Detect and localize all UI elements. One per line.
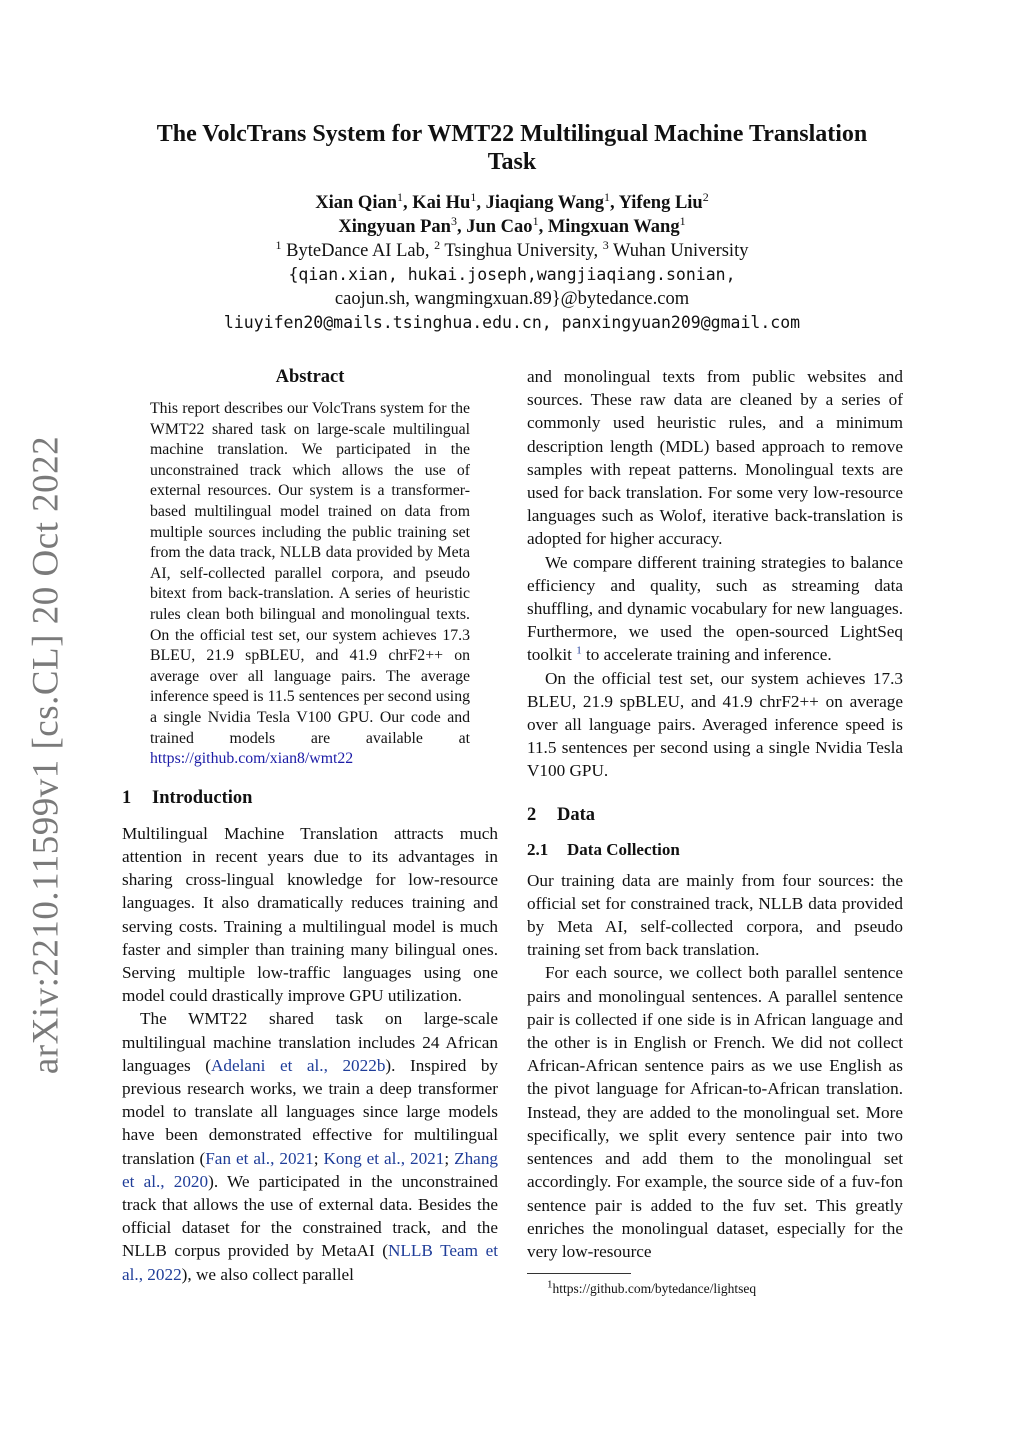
intro-paragraph-1: Multilingual Machine Translation attracts much attention in recent years due to its advantages in sharing cross-lingual knowledge for low-resource languages. It also dramatically reduces training and serving costs. Training a multilingual model is much faster and simpler than training many bilingual ones. Serving multiple low-traffic languages using one model could drastically improve GPU utilization. bbox=[122, 823, 498, 1006]
intro-continued-paragraph: and monolingual texts from public websites and sources. These raw data are cleaned by a series of commonly used heuristic rules, and a minimum description length (MDL) based approach to remove samples with repeat patterns. Monolingual texts are used for back translation. For some very low-resource languages such as Wolof, iterative back-translation is adopted for higher accuracy. bbox=[527, 367, 903, 549]
section-heading-introduction: 1 Introduction bbox=[122, 787, 253, 808]
footnote-link[interactable]: https://github.com/bytedance/lightseq bbox=[552, 1281, 757, 1297]
intro-paragraph-2: The WMT22 shared task on large-scale multilingual machine translation includes 24 African languages (Adelani et al., 2022b). Inspired by previous research works, we train a deep transformer model to translate all languages since large models have been demonstrated effective for multilingual translation (Fan et al., 2021; Kong et al., 2021; Zhang et al., 2020). We participated in the unconstrained track that allows the use of external data. Besides the official dataset for the constrained track, and the NLLB corpus provided by MetaAI (NLLB Team et al., 2022), we also collect parallel bbox=[122, 1009, 499, 1284]
data-paragraph-1: Our training data are mainly from four sources: the official set for constrained track, NLLB data provided by Meta AI, self-collected corpora, and pseudo training set from back translation. bbox=[527, 870, 903, 960]
author: Xian Qian$^1$ bbox=[315, 189, 403, 213]
right-column bbox=[527, 365, 903, 1298]
code-link[interactable]: https://github.com/xian8/wmt22 bbox=[150, 750, 354, 768]
citation-link[interactable]: Zhang et al., 2020 bbox=[122, 1148, 499, 1191]
author: Yifeng Liu$^2$ bbox=[618, 189, 709, 213]
paper-title: The VolcTrans System for WMT22 Multilingual Machine Translation Task bbox=[156, 121, 868, 175]
abstract-heading: Abstract bbox=[275, 367, 345, 387]
author-list: Xian Qian$^1$, Kai Hu$^1$, Jiaqiang Wang$^1$, Yifeng Liu$^2$ Xingyuan Pan$^3$, Jun Cao$^1$, Mingxuan Wang$^1$ bbox=[315, 189, 709, 237]
author: Kai Hu$^1$ bbox=[412, 189, 477, 213]
citation-link[interactable]: Adelani et al., 2022b bbox=[211, 1055, 386, 1075]
intro-paragraph-4: On the official test set, our system achieves 17.3 BLEU, 21.9 spBLEU, and 41.9 chrF2++ on average over all language pairs. Averaged inference speed is 11.5 sentences per second using a single Nvidia Tesla V100 GPU. bbox=[527, 668, 903, 781]
section-heading-data: 2 Data bbox=[527, 804, 596, 825]
citation-link[interactable]: NLLB Team et al., 2022 bbox=[122, 1241, 498, 1284]
left-column bbox=[122, 365, 498, 1286]
footnote-marker[interactable]: 1 bbox=[576, 644, 582, 657]
citation-link[interactable]: Kong et al., 2021 bbox=[323, 1148, 445, 1168]
footnote-divider bbox=[527, 1273, 631, 1274]
arxiv-stamp: arXiv:2210.11599v1 [cs.CL] 20 Oct 2022 bbox=[25, 435, 67, 1075]
subsection-heading-data-collection: 2.1 Data Collection bbox=[527, 839, 680, 859]
author: Jiaqiang Wang$^1$ bbox=[485, 189, 611, 213]
author: Mingxuan Wang$^1$ bbox=[547, 213, 686, 237]
author: Xingyuan Pan$^3$ bbox=[338, 213, 457, 237]
citation-link[interactable]: Fan et al., 2021 bbox=[205, 1148, 314, 1168]
affiliations: $^1$ ByteDance AI Lab, $^2$ Tsinghua University, $^3$ Wuhan University bbox=[275, 237, 749, 261]
email-line-2: caojun.sh, wangmingxuan.89}@bytedance.com bbox=[334, 289, 690, 309]
email-line-3: liuyifen20@mails.tsinghua.edu.cn, panxingyuan209@gmail.com bbox=[223, 313, 801, 332]
author: Jun Cao$^1$ bbox=[466, 213, 539, 237]
intro-paragraph-3: We compare different training strategies to balance efficiency and quality, such as streaming data shuffling, and dynamic vocabulary for new languages. Furthermore, we used the open-sourced LightSeq toolkit $^1$ to accelerate training and inference. bbox=[527, 552, 903, 665]
abstract-text: This report describes our VolcTrans system for the WMT22 shared task on large-scale multilingual machine translation. We participated in the unconstrained track which allows the use of external resources. Our system is a transformer-based multilingual model trained on data from multiple sources including the public training set from the data track, NLLB data provided by Meta AI, self-collected parallel corpora, and pseudo bitext from back-translation. A series of heuristic rules clean both bilingual and monolingual texts. On the official test set, our system achieves 17.3 BLEU, 21.9 spBLEU, and 41.9 chrF2++ on average over all language pairs. The average inference speed is 11.5 sentences per second using a single Nvidia Tesla V100 GPU. Our code and trained models are available at https://github.com/xian8/wmt22 bbox=[150, 400, 470, 768]
paper-header bbox=[110, 120, 914, 335]
data-paragraph-2: For each source, we collect both parallel sentence pairs and monolingual sentences. A parallel sentence pair is collected if one side is in African language and the other is in English or French. We did not collect African-African sentence pairs as we use English as the pivot language for African-to-African translation. Instead, they are added to the monolingual set. More specifically, we split every sentence pair into two sentences and add them to the monolingual set accordingly. For example, the source side of a fuv-fon sentence pair is added to the fuv set. This greatly enriches the monolingual dataset, especially for the very low-resource bbox=[527, 963, 903, 1261]
footnote: $^1$https://github.com/bytedance/lightseq bbox=[547, 1278, 757, 1297]
email-line-1: {qian.xian, hukai.joseph,wangjiaqiang.sonian, bbox=[288, 265, 736, 284]
